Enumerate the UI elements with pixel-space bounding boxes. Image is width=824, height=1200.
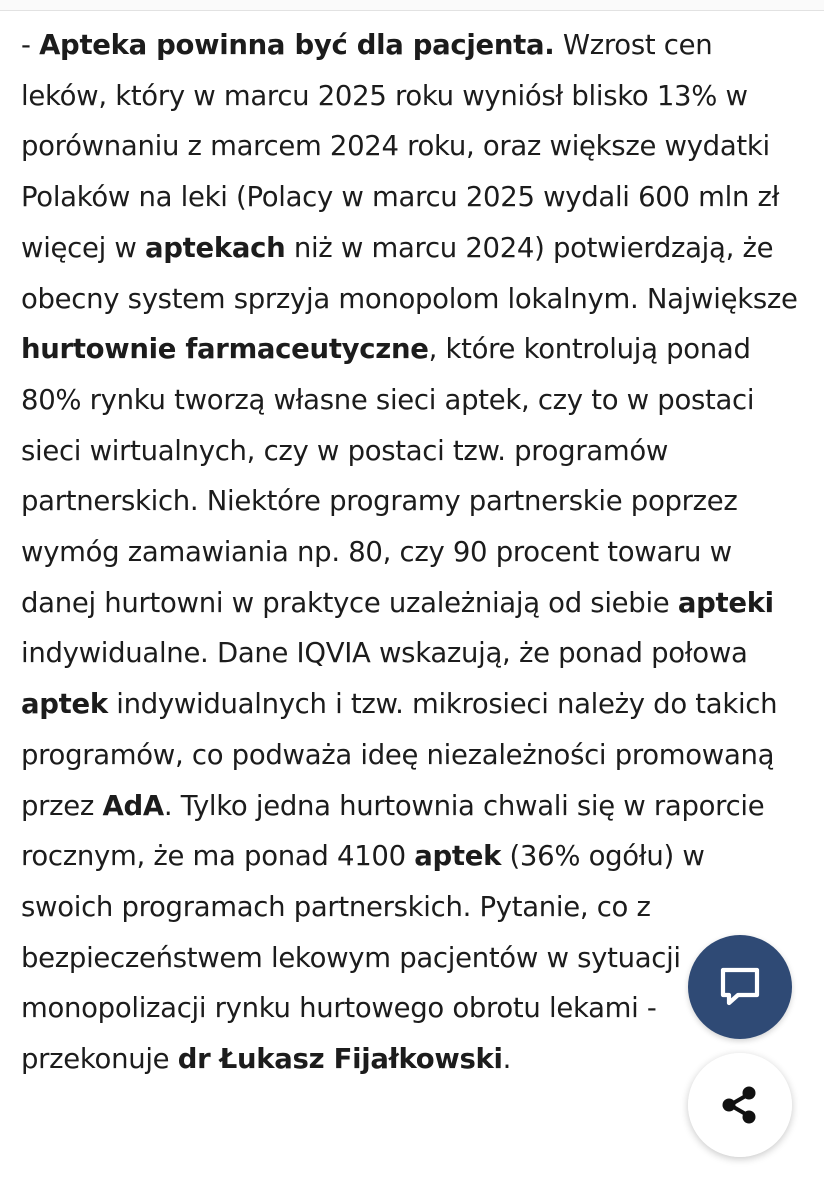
text-segment: niż w marcu 2024) potwierdzają, że obecny system sprzyja monopolom lokalnym. Największe: [21, 231, 798, 315]
text-segment: indywidualne. Dane IQVIA wskazują, że ponad połowa: [21, 637, 748, 670]
top-divider: [0, 0, 824, 11]
text-segment: , które kontrolują ponad 80% rynku tworzą własne sieci aptek, czy to w postaci sieci wirtualnych, czy w postaci tzw. programów partnerskich. Niektóre programy partnerskie poprzez wymóg zamawiania np. 80, czy 90 procent towaru w danej hurtowni w praktyce uzależniają od siebie: [21, 333, 755, 619]
text-segment: .: [502, 1043, 512, 1076]
bold-keyword-link[interactable]: apteki: [677, 586, 774, 619]
bold-keyword-link[interactable]: AdA: [102, 789, 164, 822]
article-paragraph: [21, 20, 801, 1085]
text-segment: indywidualnych i tzw. mikrosieci należy do takich programów, co podważa ideę niezależności promowaną przez: [21, 688, 778, 822]
share-icon: [718, 1083, 762, 1127]
text-segment: . Tylko jedna hurtownia chwali się w raporcie rocznym, że ma ponad 4100: [21, 789, 765, 873]
bold-keyword-link[interactable]: hurtownie farmaceutyczne: [21, 333, 429, 366]
comment-icon: [717, 964, 763, 1010]
bold-phrase: Apteka powinna być dla pacjenta.: [39, 29, 555, 61]
bold-keyword-link[interactable]: aptek: [414, 840, 502, 873]
share-button[interactable]: [688, 1053, 792, 1157]
bold-keyword-link[interactable]: aptek: [21, 688, 108, 721]
bold-author-name: dr Łukasz Fijałkowski: [177, 1043, 503, 1076]
text-segment: Wzrost cen leków, który w marcu 2025 roku wyniósł blisko 13% w porównaniu z marcem 2024 roku, oraz większe wydatki Polaków na leki (Polacy w marcu 2025 wydali 600 mln zł więcej w: [21, 29, 780, 264]
comments-button[interactable]: [688, 935, 792, 1039]
bold-keyword-link[interactable]: aptekach: [145, 231, 286, 264]
text-segment: -: [21, 29, 40, 61]
text-segment: (36% ogółu) w swoich programach partnerskich. Pytanie, co z bezpieczeństwem lekowym pacjentów w sytuacji monopolizacji rynku hurtowego obrotu lekami - przekonuje: [21, 840, 705, 1076]
